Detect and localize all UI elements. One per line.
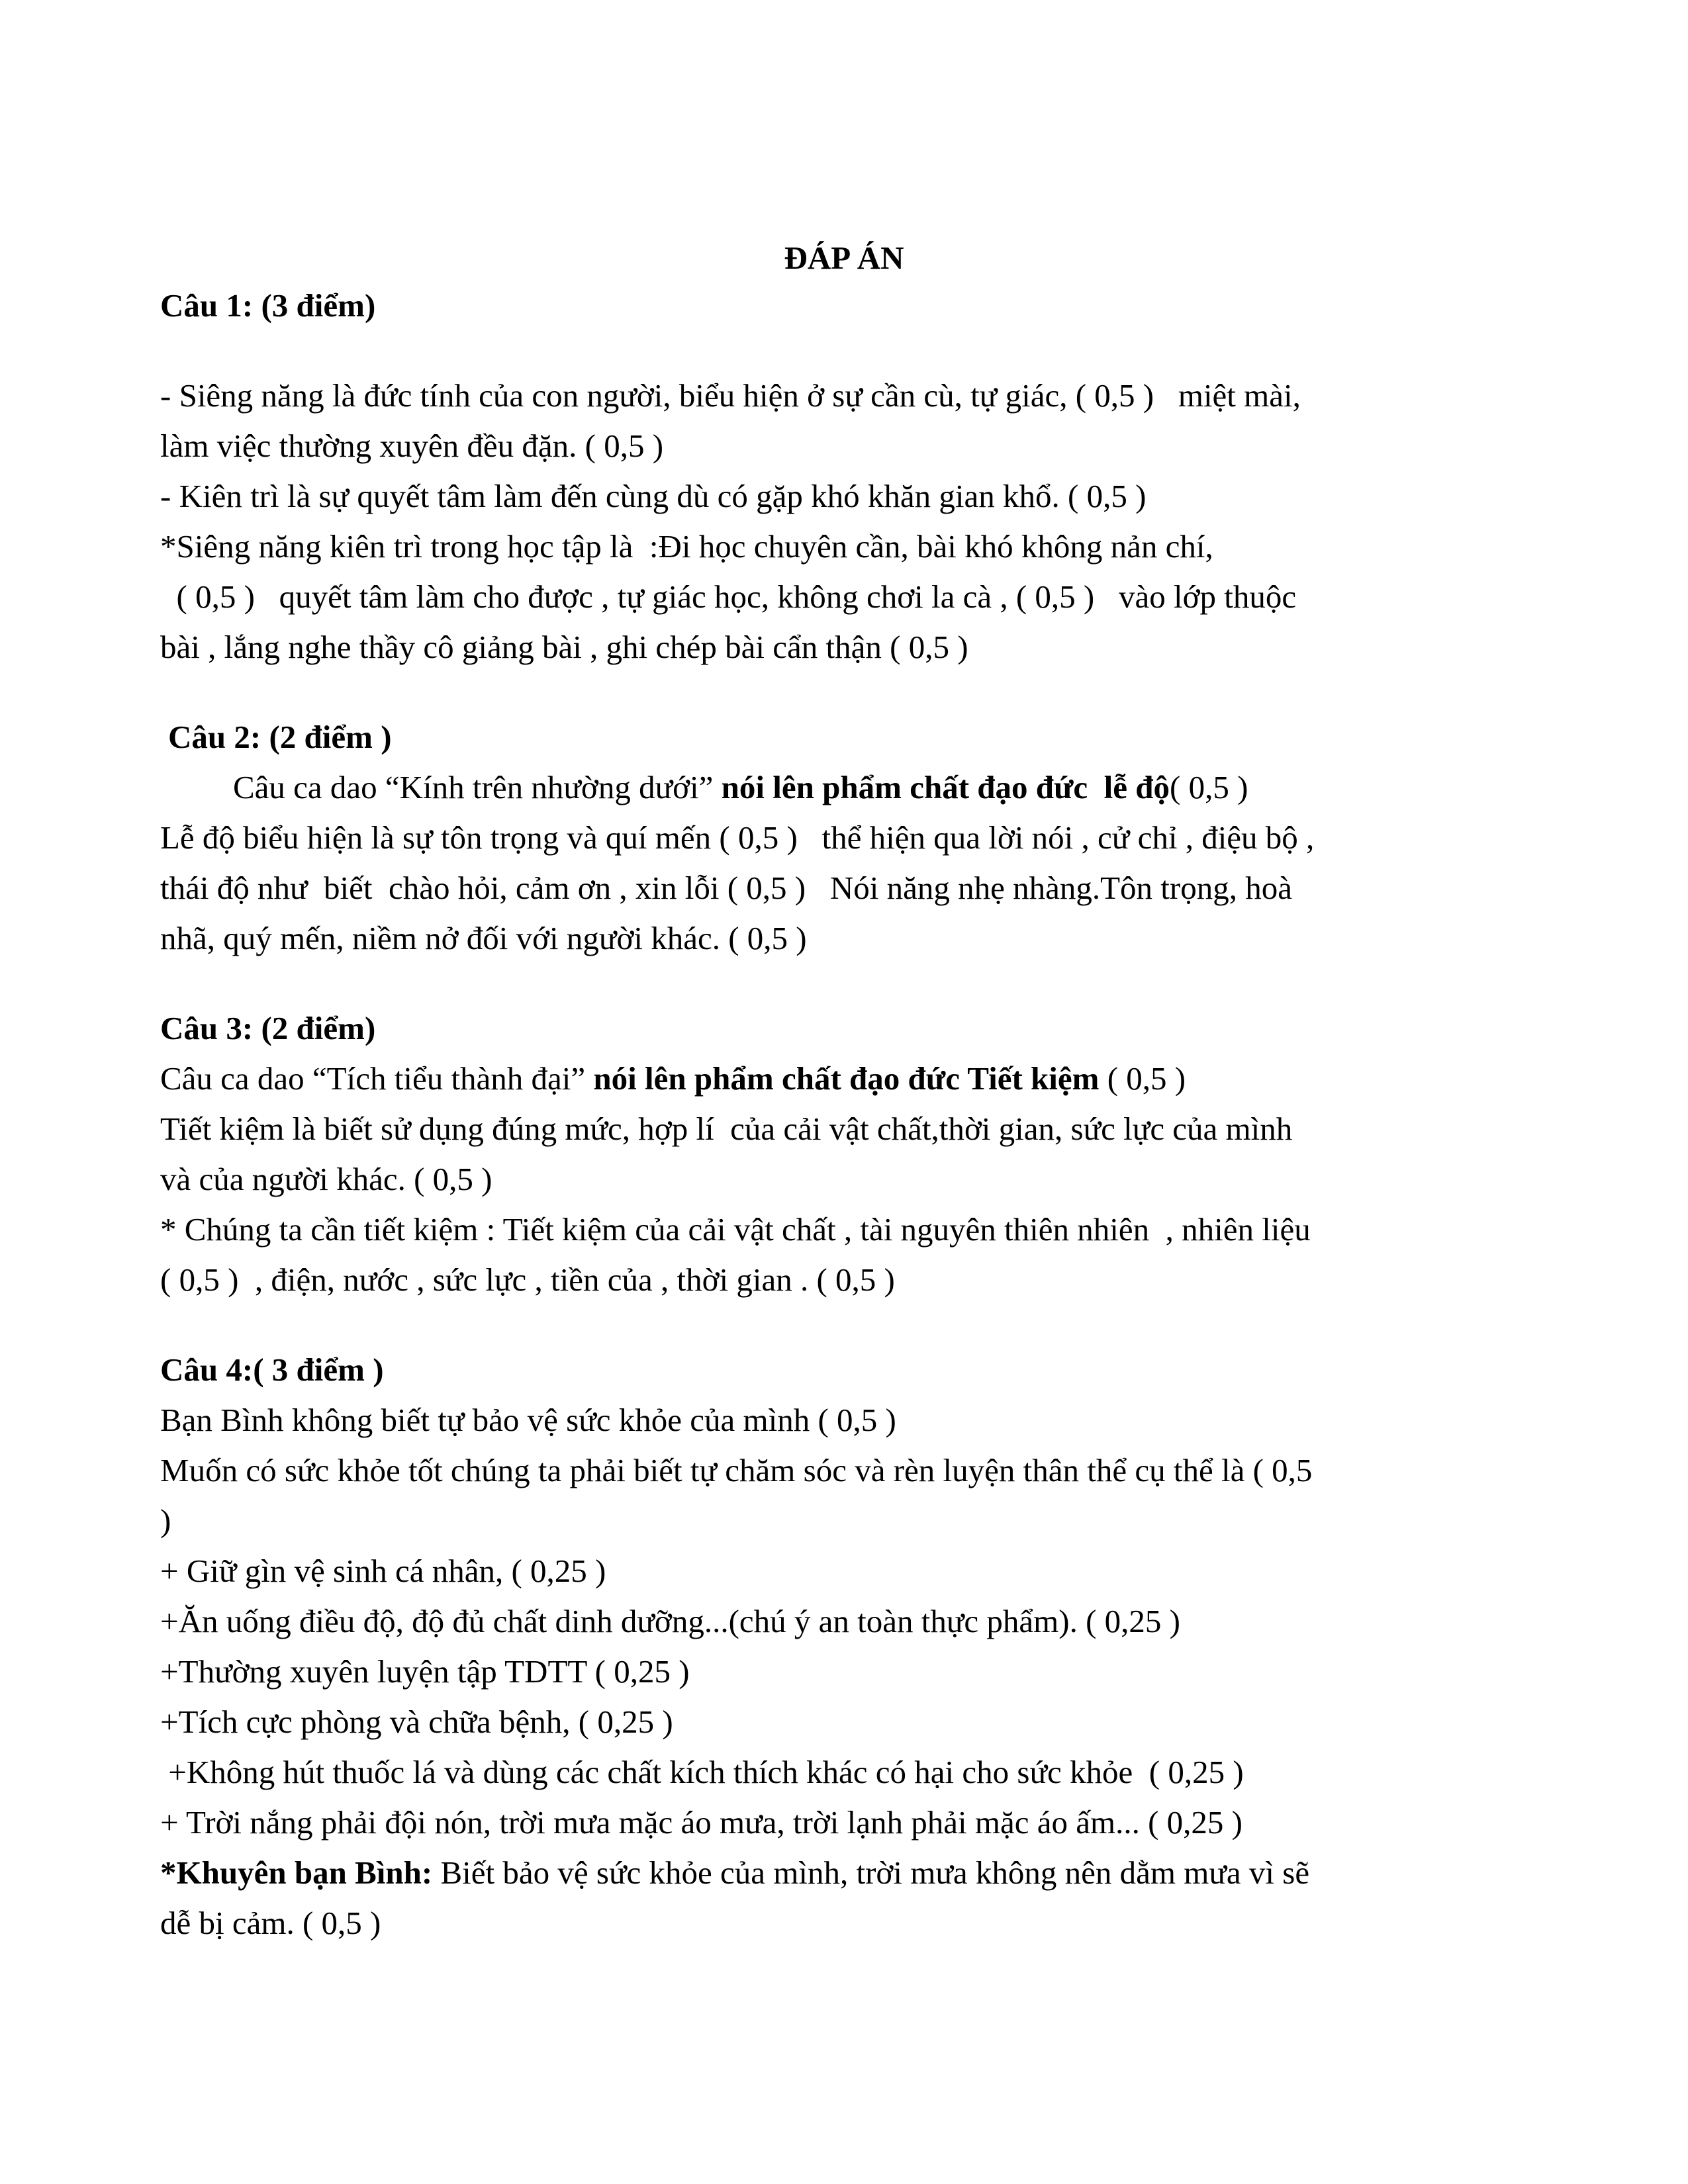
q3-line: * Chúng ta cần tiết kiệm : Tiết kiệm của cải vật chất , tài nguyên thiên nhiên , nhiên liệu [160, 1211, 1311, 1248]
spacer [160, 1305, 1544, 1345]
q4-advice-line: dễ bị cảm. ( 0,5 ) [160, 1905, 381, 1941]
q3-l1-pre: Câu ca dao “Tích tiểu thành đại” [160, 1060, 594, 1097]
q4-line: Bạn Bình không biết tự bảo vệ sức khỏe của mình ( 0,5 ) [160, 1402, 896, 1438]
page-title: ĐÁP ÁN [784, 240, 904, 276]
q3-line: ( 0,5 ) , điện, nước , sức lực , tiền của , thời gian . ( 0,5 ) [160, 1261, 895, 1298]
q1-line: làm việc thường xuyên đều đặn. ( 0,5 ) [160, 428, 664, 464]
q4-line: ) [160, 1502, 171, 1539]
q2-line: nhã, quý mến, niềm nở đối với người khác. ( 0,5 ) [160, 920, 807, 956]
q1-line: - Siêng năng là đức tính của con người, biểu hiện ở sự cần cù, tự giác, ( 0,5 ) miệt mài, [160, 377, 1301, 414]
q1-heading: Câu 1: (3 điểm) [160, 287, 376, 324]
q3-line: Tiết kiệm là biết sử dụng đúng mức, hợp lí của cải vật chất,thời gian, sức lực của mình [160, 1111, 1293, 1147]
q4-line: +Tích cực phòng và chữa bệnh, ( 0,25 ) [160, 1704, 673, 1740]
q1-line: *Siêng năng kiên trì trong học tập là :Đi học chuyên cần, bài khó không nản chí, [160, 528, 1213, 565]
q1-line: ( 0,5 ) quyết tâm làm cho được , tự giác học, không chơi la cà , ( 0,5 ) vào lớp thuộc [160, 578, 1297, 615]
q2-l1-bold: nói lên phẩm chất đạo đức lễ độ [721, 769, 1170, 805]
q4-advice-bold: *Khuyên bạn Bình: [160, 1854, 433, 1891]
q3-line: và của người khác. ( 0,5 ) [160, 1161, 492, 1197]
q3-l1-bold: nói lên phẩm chất đạo đức Tiết kiệm [593, 1060, 1100, 1097]
q4-line: + Giữ gìn vệ sinh cá nhân, ( 0,25 ) [160, 1553, 606, 1589]
q1-line: - Kiên trì là sự quyết tâm làm đến cùng dù có gặp khó khăn gian khổ. ( 0,5 ) [160, 478, 1147, 514]
q4-line: Muốn có sức khỏe tốt chúng ta phải biết tự chăm sóc và rèn luyện thân thể cụ thể là ( 0,5 [160, 1452, 1313, 1488]
q4-advice-text: Biết bảo vệ sức khỏe của mình, trời mưa không nên dằm mưa vì sẽ [432, 1854, 1310, 1891]
q2-heading: Câu 2: (2 điểm ) [168, 719, 392, 755]
q4-line: +Ăn uống điều độ, độ đủ chất dinh dưỡng...(chú ý an toàn thực phẩm). ( 0,25 ) [160, 1603, 1180, 1639]
q4-line: +Không hút thuốc lá và dùng các chất kích thích khác có hại cho sức khỏe ( 0,25 ) [160, 1754, 1244, 1790]
q2-l1-post: ( 0,5 ) [1170, 769, 1248, 805]
q4-line: + Trời nắng phải đội nón, trời mưa mặc áo mưa, trời lạnh phải mặc áo ấm... ( 0,25 ) [160, 1804, 1243, 1841]
q4-heading: Câu 4:( 3 điểm ) [160, 1351, 384, 1388]
spacer [160, 672, 1544, 712]
q3-line [160, 1054, 1544, 1104]
q1-line: bài , lắng nghe thầy cô giảng bài , ghi chép bài cẩn thận ( 0,5 ) [160, 629, 968, 665]
q2-line: thái độ như biết chào hỏi, cảm ơn , xin lỗi ( 0,5 ) Nói năng nhẹ nhàng.Tôn trọng, hoà [160, 870, 1292, 906]
q3-l1-post: ( 0,5 ) [1099, 1060, 1186, 1097]
spacer [160, 964, 1544, 1003]
q4-advice-line [160, 1848, 1544, 1898]
q4-line: +Thường xuyên luyện tập TDTT ( 0,25 ) [160, 1653, 690, 1690]
q2-l1-pre: Câu ca dao “Kính trên nhường dưới” [233, 769, 722, 805]
spacer [160, 331, 1544, 371]
q3-heading: Câu 3: (2 điểm) [160, 1010, 376, 1046]
answer-content [160, 281, 1544, 1948]
q2-line: Lễ độ biểu hiện là sự tôn trọng và quí mến ( 0,5 ) thể hiện qua lời nói , cử chỉ , điệu bộ , [160, 819, 1315, 856]
q2-line [160, 762, 1544, 813]
